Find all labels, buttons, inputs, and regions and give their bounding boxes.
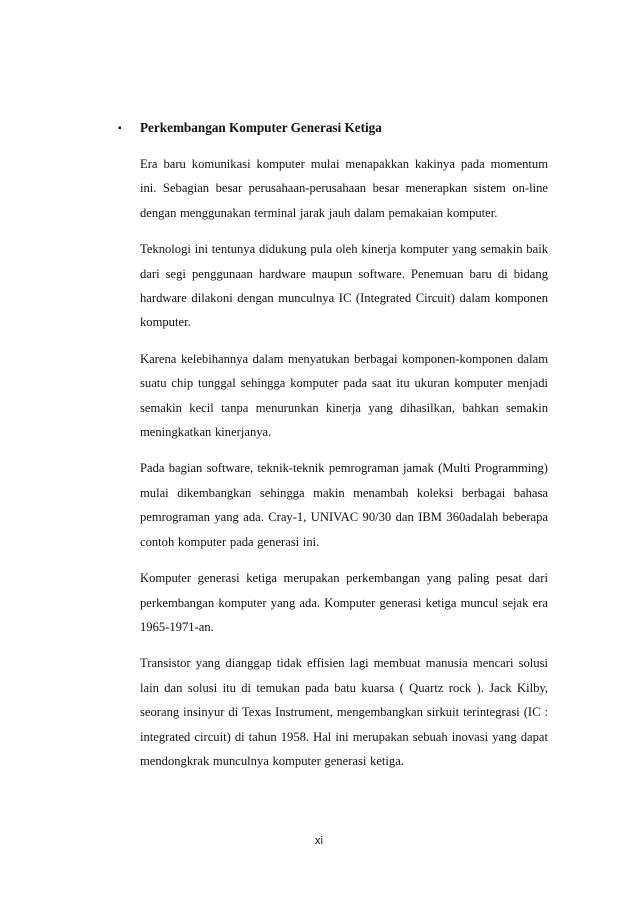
paragraph-list (140, 152, 548, 773)
paragraph-1: Era baru komunikasi komputer mulai menapakkan kakinya pada momentum ini. Sebagian besar perusahaan-perusahaan besar menerapkan sistem on-line dengan menggunakan terminal jarak jauh dalam pemakaian komputer. (140, 157, 548, 220)
section-heading-row (118, 118, 548, 140)
paragraph-5: Komputer generasi ketiga merupakan perkembangan yang paling pesat dari perkembangan komputer yang ada. Komputer generasi ketiga muncul sejak era 1965-1971-an. (140, 571, 548, 634)
section-heading: Perkembangan Komputer Generasi Ketiga (140, 120, 382, 135)
paragraph-6: Transistor yang dianggap tidak effisien lagi membuat manusia mencari solusi lain dan solusi itu di temukan pada batu kuarsa ( Quartz rock ). Jack Kilby, seorang insinyur di Texas Instrument, mengembangkan sirkuit terintegrasi (IC : integrated circuit) di tahun 1958. Hal ini merupakan sebuah inovasi yang dapat mendongkrak munculnya komputer generasi ketiga. (140, 656, 548, 768)
paragraph-3: Karena kelebihannya dalam menyatukan berbagai komponen-komponen dalam suatu chip tunggal sehingga komputer pada saat itu ukuran komputer menjadi semakin kecil tanpa menurunkan kinerja yang dihasilkan, bahkan semakin meningkatkan kinerjanya. (140, 351, 548, 440)
page-number: xi (315, 835, 323, 847)
bullet-icon: ▪ (118, 123, 122, 134)
section-generasi-ketiga (118, 118, 548, 785)
paragraph-4: Pada bagian software, teknik-teknik pemrograman jamak (Multi Programming) mulai dikembangkan sehingga makin menambah koleksi berbagai bahasa pemrograman yang ada. Cray-1, UNIVAC 90/30 dan IBM 360adalah beberapa contoh komputer pada generasi ini. (140, 461, 548, 549)
paragraph-2: Teknologi ini tentunya didukung pula oleh kinerja komputer yang semakin baik dari segi penggunaan hardware maupun software. Penemuan baru di bidang hardware dilakoni dengan munculnya IC (Integrated Circuit) dalam komponen komputer. (140, 242, 548, 330)
